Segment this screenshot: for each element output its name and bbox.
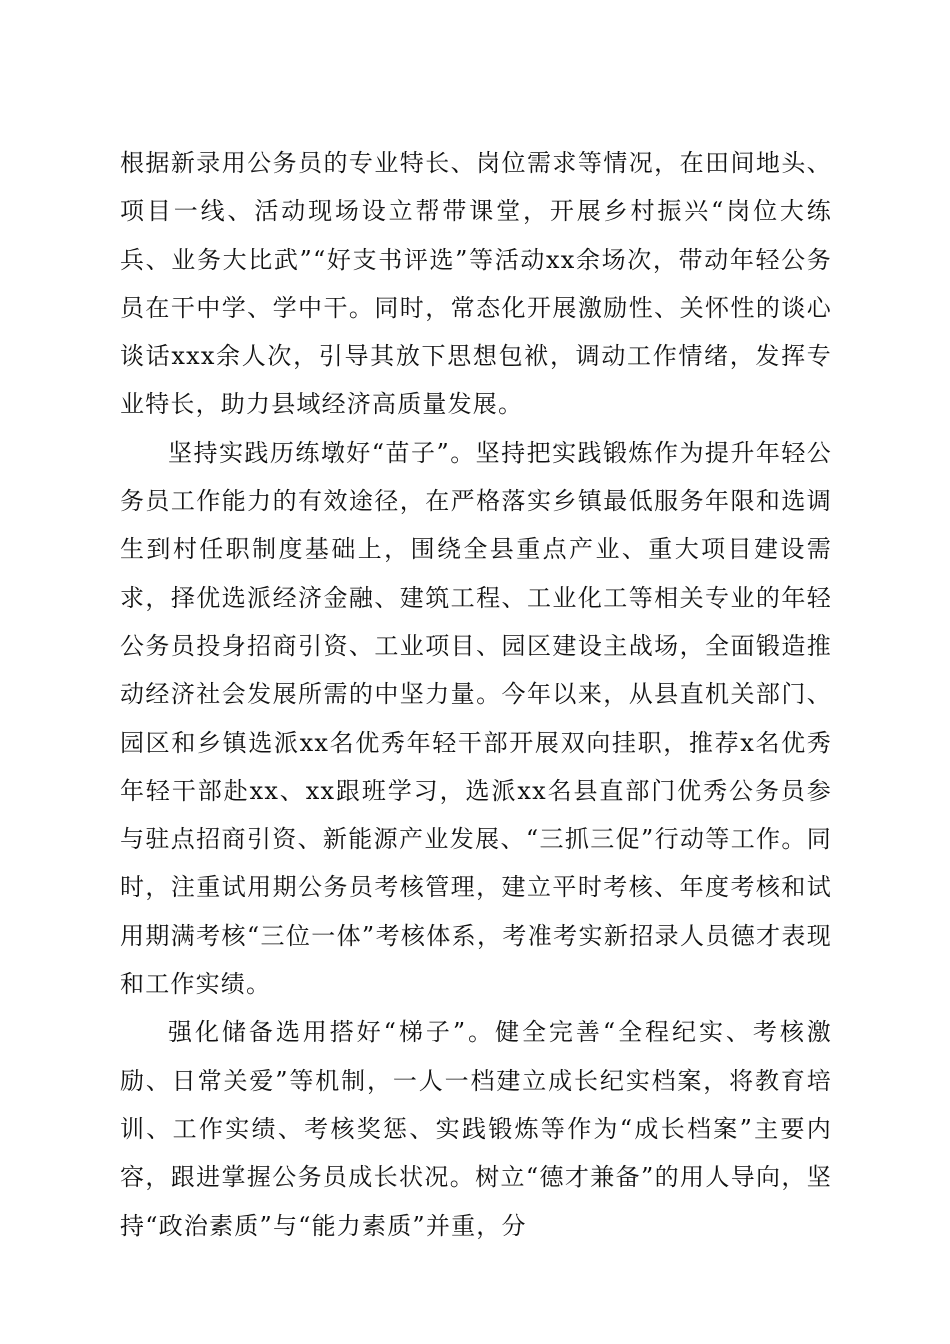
paragraph-1: 根据新录用公务员的专业特长、岗位需求等情况，在田间地头、项目一线、活动现场设立帮带课堂，开展乡村振兴“岗位大练兵、业务大比武”“好支书评选”等活动xx余场次，带动年轻公务员在干中学、学中干。同时，常态化开展激励性、关怀性的谈心谈话xxx余人次，引导其放下思想包袱，调动工作情绪，发挥专业特长，助力县域经济高质量发展。 [120, 149, 832, 419]
paragraph-2: 坚持实践历练墩好“苗子”。坚持把实践锻炼作为提升年轻公务员工作能力的有效途径，在严格落实乡镇最低服务年限和选调生到村任职制度基础上，围绕全县重点产业、重大项目建设需求，择优选派经济金融、建筑工程、工业化工等相关专业的年轻公务员投身招商引资、工业项目、园区建设主战场，全面锻造推动经济社会发展所需的中坚力量。今年以来，从县直机关部门、园区和乡镇选派xx名优秀年轻干部开展双向挂职，推荐x名优秀年轻干部赴xx、xx跟班学习，选派xx名县直部门优秀公务员参与驻点招商引资、新能源产业发展、“三抓三促”行动等工作。同时，注重试用期公务员考核管理，建立平时考核、年度考核和试用期满考核“三位一体”考核体系，考准考实新招录人员德才表现和工作实绩。 [120, 438, 832, 999]
paragraph-3: 强化储备选用搭好“梯子”。健全完善“全程纪实、考核激励、日常关爱”等机制，一人一档建立成长纪实档案，将教育培训、工作实绩、考核奖惩、实践锻炼等作为“成长档案”主要内容，跟进掌握公务员成长状况。树立“德才兼备”的用人导向，坚持“政治素质”与“能力素质”并重，分 [120, 1018, 832, 1240]
document-body [120, 139, 832, 1250]
